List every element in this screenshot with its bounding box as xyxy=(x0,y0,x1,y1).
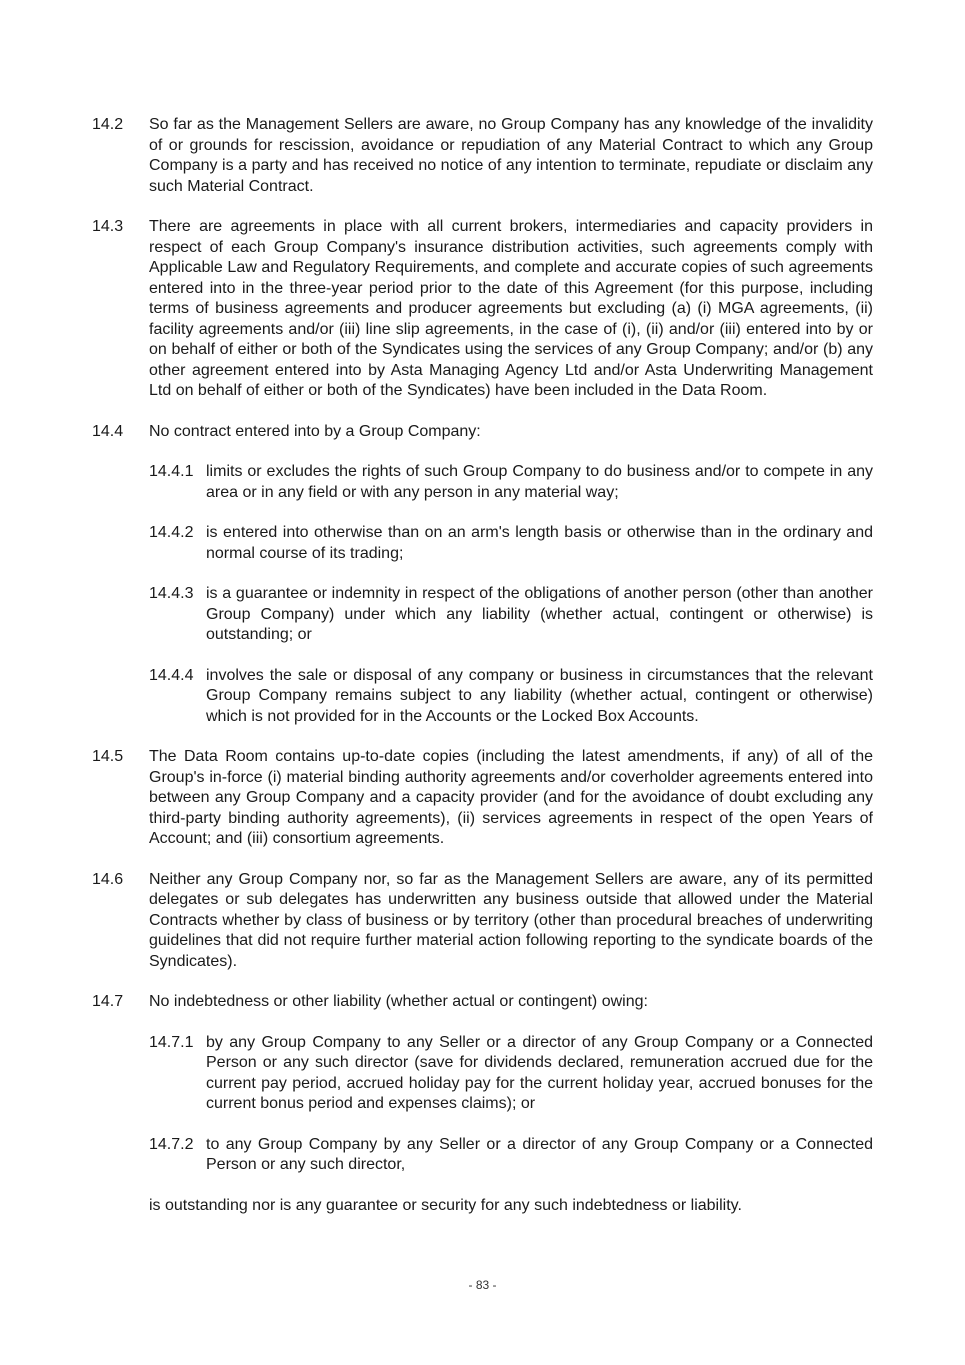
clause-number: 14.4 xyxy=(92,422,124,440)
clause-14-2 xyxy=(92,115,873,197)
clause-number: 14.7 xyxy=(92,993,124,1010)
clause-14-6 xyxy=(92,870,873,973)
subclause-text: involves the sale or disposal of any company or business in circumstances that the relevant Group Company remains subject to any liability (whether actual, contingent or otherwise) which is not provided for in the Accounts or the Locked Box Accounts. xyxy=(206,666,873,725)
page-content xyxy=(92,115,873,1216)
clause-text: Neither any Group Company nor, so far as the Management Sellers are aware, any of its permitted delegates or sub delegates has underwritten any business outside that allowed under the Material Contracts whether by class of business or by territory (other than procedural breaches of underwriting guidelines that did not require further material action following reporting to the syndicate boards of the Syndicates). xyxy=(149,870,873,970)
subclause-14-7-2 xyxy=(149,1135,873,1176)
subclause-14-4-2 xyxy=(149,523,873,564)
clause-text: No contract entered into by a Group Company: xyxy=(149,422,481,440)
subclause-text: to any Group Company by any Seller or a director of any Group Company or a Connected Person or any such director, xyxy=(206,1135,873,1173)
subclause-number: 14.4.2 xyxy=(149,524,194,541)
subclause-number: 14.4.4 xyxy=(149,666,194,684)
subclause-number: 14.7.1 xyxy=(149,1033,194,1051)
clause-text: So far as the Management Sellers are aware, no Group Company has any knowledge of the invalidity of or grounds for rescission, avoidance or repudiation of any Material Contract to which any Group Company is a party and has received no notice of any intention to terminate, repudiate or disclaim any such Material Contract. xyxy=(149,116,873,195)
subclause-text: limits or excludes the rights of such Group Company to do business and/or to compete in any area or in any field or with any person in any material way; xyxy=(206,463,873,501)
clause-number: 14.6 xyxy=(92,870,124,888)
subclause-14-4-1 xyxy=(149,462,873,503)
subclause-14-4-3 xyxy=(149,584,873,646)
page-number: - 83 - xyxy=(468,1278,497,1292)
clause-number: 14.3 xyxy=(92,218,124,235)
clause-text: No indebtedness or other liability (whether actual or contingent) owing: xyxy=(149,993,648,1010)
clause-number: 14.5 xyxy=(92,748,124,765)
subclause-number: 14.4.1 xyxy=(149,463,194,480)
subclause-number: 14.4.3 xyxy=(149,585,194,602)
clause-text: The Data Room contains up-to-date copies (including the latest amendments, if any) of all of the Group's in-force (i) material binding authority agreements and/or coverholder agreements entered into between any Group Company and a capacity provider (and for the avoidance of doubt excluding any third-party binding authority agreements), (ii) services agreements in respect of the open Years of Account; and (iii) consortium agreements. xyxy=(149,748,873,847)
subclause-text: by any Group Company to any Seller or a director of any Group Company or a Connected Person or any such director (save for dividends declared, remuneration accrued due for the current pay period, accrued holiday pay for the current holiday year, accrued bonuses for the current bonus period and expenses claims); or xyxy=(206,1033,873,1112)
clause-14-7-closing-text: is outstanding nor is any guarantee or security for any such indebtedness or liability. xyxy=(149,1196,742,1214)
clause-14-7 xyxy=(92,992,873,1013)
clause-text: There are agreements in place with all current brokers, intermediaries and capacity providers in respect of each Group Company's insurance distribution activities, such agreements comply with Applicable Law and Regulatory Requirements, and complete and accurate copies of such agreements entered into in the three-year period prior to the date of this Agreement (for this purpose, including terms of business agreements and producer agreements but excluding (a) (i) MGA agreements, (ii) facility agreements and/or (iii) line slip agreements, in the case of (i), (ii) and/or (iii) entered into by or on behalf of either or both of the Syndicates using the services of any Group Company; and/or (b) any other agreement entered into by Asta Managing Agency Ltd and/or Asta Underwriting Management Ltd on behalf of either or both of the Syndicates) have been included in the Data Room. xyxy=(149,218,873,399)
clause-number: 14.2 xyxy=(92,116,124,133)
subclause-text: is a guarantee or indemnity in respect of the obligations of another person (other than another Group Company) under which any liability (whether actual, contingent or otherwise) is outstanding; or xyxy=(206,585,873,643)
subclause-text: is entered into otherwise than on an arm's length basis or otherwise than in the ordinary and normal course of its trading; xyxy=(206,524,873,562)
subclause-14-7-1 xyxy=(149,1033,873,1115)
clause-14-4 xyxy=(92,422,873,443)
subclause-number: 14.7.2 xyxy=(149,1135,194,1153)
subclause-14-4-4 xyxy=(149,666,873,728)
clause-14-3 xyxy=(92,217,873,402)
clause-14-5 xyxy=(92,747,873,850)
